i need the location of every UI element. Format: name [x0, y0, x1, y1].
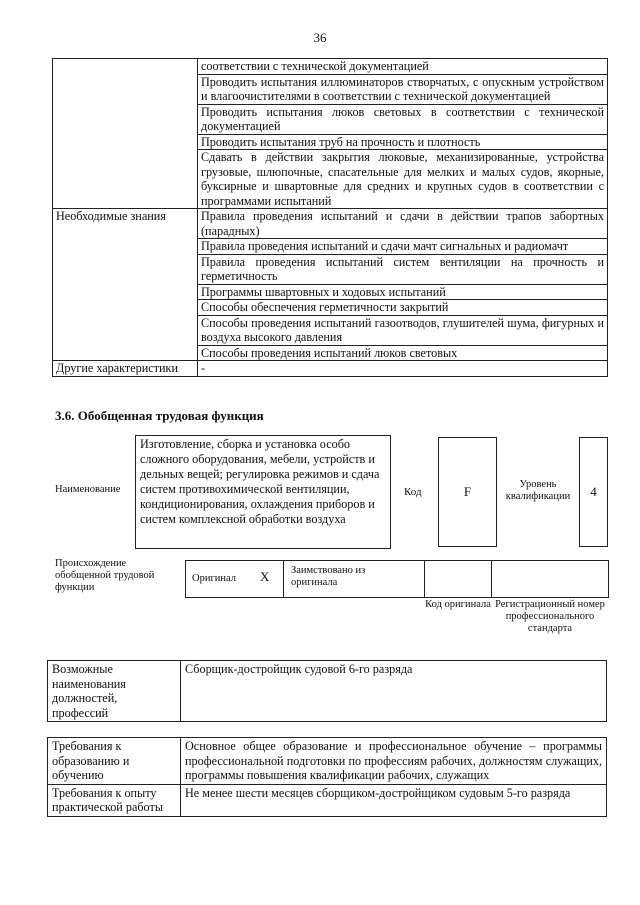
competency-table: [52, 58, 608, 377]
knowledge-item: Способы проведения испытаний газоотводов, глушителей шума, фигурных и воздуха высокого давления: [198, 315, 608, 345]
knowledge-item: Правила проведения испытаний систем вентиляции на прочность и герметичность: [198, 254, 608, 284]
code-value: F: [438, 437, 497, 547]
knowledge-item: Программы швартовных и ходовых испытаний: [198, 284, 608, 300]
gtf-name-label: Наименование: [55, 484, 121, 495]
section-title: 3.6. Обобщенная трудовая функция: [55, 408, 264, 423]
reg-number-cell: [491, 560, 609, 598]
knowledge-item: Правила проведения испытаний и сдачи в действии трапов забортных (парадных): [198, 209, 608, 239]
gtf-name: Изготовление, сборка и установка особо сложного оборудования, мебели, устройств и дельных вещей; регулировка режимов и сдача систем противохимической вентиляции, кондиционирования, охлаждения приборов и систем комплексной обработки воздуха: [135, 435, 391, 549]
other-label: Другие характеристики: [53, 361, 198, 377]
labor-actions-cell: [53, 59, 198, 209]
qualification-level-value: 4: [579, 437, 608, 547]
experience-label: Требования к опыту практической работы: [48, 784, 181, 816]
positions-label: Возможные наименования должностей, профессий: [48, 661, 181, 722]
labor-action: соответствии с технической документацией: [198, 59, 608, 75]
original-label: Оригинал: [192, 573, 236, 584]
qualification-level-label: Уровень квалификации: [505, 479, 571, 502]
code-label: Код: [404, 486, 422, 498]
experience-value: Не менее шести месяцев сборщиком-достройщиком судовым 5-го разряда: [181, 784, 607, 816]
borrowed-label: Заимствовано из оригинала: [291, 565, 366, 588]
labor-action: Сдавать в действии закрытия люковые, механизированные, устройства грузовые, шлюпочные, спасательные для мелких и малых судов, якорные, буксирные и швартовные для средних и крупных судов в соответствии с программами испытаний: [198, 150, 608, 209]
origin-label: Происхождение обобщенной трудовой функции: [55, 558, 155, 593]
borrowed-cell: [283, 560, 425, 598]
positions-value: Сборщик-достройщик судовой 6-го разряда: [181, 661, 607, 722]
labor-action: Проводить испытания люков световых в соответствии с технической документацией: [198, 104, 608, 134]
requirements-table: [47, 737, 607, 817]
original-cell: [185, 560, 284, 598]
labor-action: Проводить испытания иллюминаторов створчатых, с опускным устройством и влагоочистителями в соответствии с технической документацией: [198, 74, 608, 104]
code-original-label: Код оригинала: [425, 599, 491, 610]
labor-action: Проводить испытания труб на прочность и плотность: [198, 134, 608, 150]
code-original-cell: [424, 560, 492, 598]
original-mark: X: [260, 569, 270, 584]
education-value: Основное общее образование и профессиональное обучение – программы профессиональной подготовки по профессиям рабочих, должностям служащих, программы повышения квалификации рабочих, служащих: [181, 738, 607, 785]
positions-table: [47, 660, 607, 722]
knowledge-item: Способы проведения испытаний люков световых: [198, 345, 608, 361]
reg-number-label: Регистрационный номер профессионального стандарта: [495, 599, 605, 634]
other-value: -: [198, 361, 608, 377]
knowledge-item: Правила проведения испытаний и сдачи мачт сигнальных и радиомачт: [198, 239, 608, 255]
knowledge-item: Способы обеспечения герметичности закрытий: [198, 300, 608, 316]
page-number: 36: [313, 30, 327, 45]
knowledge-label: Необходимые знания: [53, 209, 198, 361]
education-label: Требования к образованию и обучению: [48, 738, 181, 785]
